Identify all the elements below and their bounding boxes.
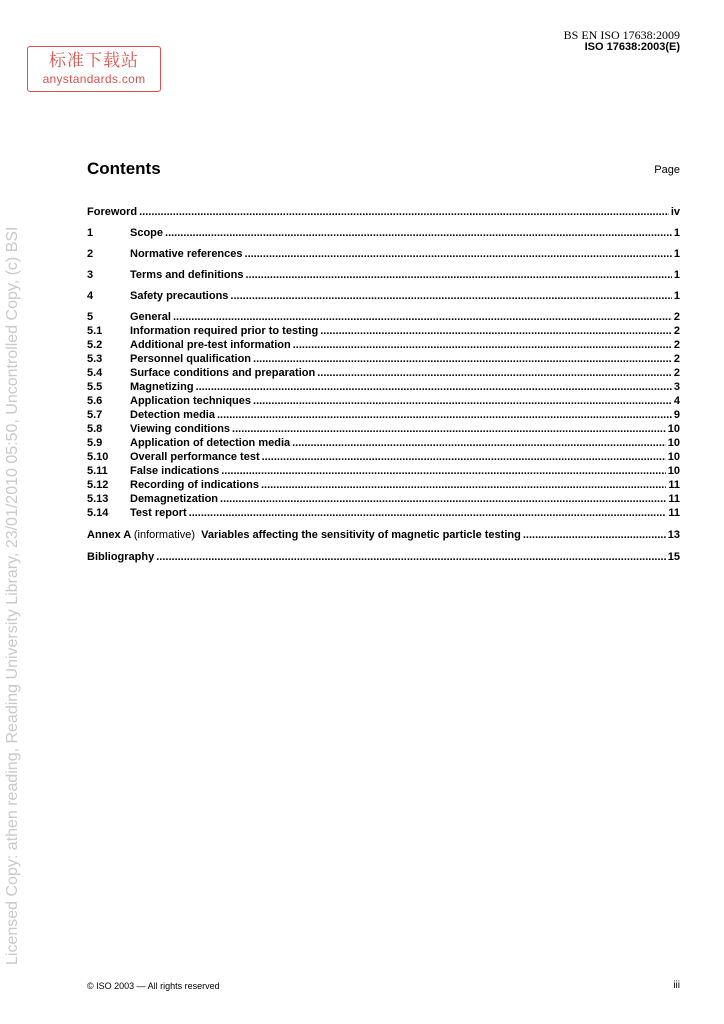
toc-entry-title: Foreword (87, 206, 138, 218)
toc-entry-title: Safety precautions (130, 290, 229, 302)
stamp-url-text: anystandards.com (42, 72, 146, 86)
toc-entry-5-3[interactable] (87, 352, 680, 366)
toc-entry-safety-precautions[interactable] (87, 289, 680, 303)
toc-entry-number: 3 (87, 269, 94, 281)
toc-entry-page: 2 (673, 325, 680, 337)
toc-leader (173, 310, 672, 324)
toc-entry-page: 9 (673, 409, 680, 421)
footer-copyright: © ISO 2003 — All rights reserved (87, 981, 220, 991)
toc-entry-page: 1 (673, 290, 680, 302)
toc-annex-label (87, 528, 521, 542)
toc-leader (189, 506, 667, 520)
toc-entry-5-1[interactable] (87, 324, 680, 338)
toc-entry-title: Overall performance test (130, 451, 260, 463)
toc-leader (320, 324, 672, 338)
toc-entry-number: 5.7 (87, 409, 103, 421)
toc-entry-title: Test report (130, 507, 187, 519)
toc-leader (245, 247, 672, 261)
toc-entry-5-10[interactable] (87, 450, 680, 464)
toc-entry-page: 2 (673, 353, 680, 365)
toc-leader (292, 436, 666, 450)
toc-leader (293, 338, 672, 352)
toc-entry-number: 5.11 (87, 465, 108, 477)
toc-entry-title: Magnetizing (130, 381, 194, 393)
toc-entry-page: 11 (668, 493, 680, 505)
footer-page-number: iii (673, 980, 680, 991)
toc-entry-page: 1 (673, 269, 680, 281)
toc-entry-5-11[interactable] (87, 464, 680, 478)
toc-entry-title: General (130, 311, 171, 323)
stamp-chinese-text: 标准下载站 (49, 51, 139, 71)
toc-entry-5-4[interactable] (87, 366, 680, 380)
toc-entry-number: 4 (87, 290, 94, 302)
annex-label: Annex A (87, 529, 131, 541)
toc-leader (220, 492, 666, 506)
toc-leader (262, 450, 666, 464)
toc-entry-5-7[interactable] (87, 408, 680, 422)
toc-entry-bibliography[interactable] (87, 550, 680, 564)
toc-entry-page: 10 (667, 437, 680, 449)
license-watermark (0, 0, 20, 1024)
toc-leader (217, 408, 672, 422)
toc-entry-title: Viewing conditions (130, 423, 231, 435)
toc-entry-number: 5.10 (87, 451, 109, 463)
toc-entry-page: 11 (668, 507, 680, 519)
toc-entry-5-2[interactable] (87, 338, 680, 352)
toc-entry-number: 5.13 (87, 493, 109, 505)
toc-entry-number: 5 (87, 311, 94, 323)
toc-entry-title: False indications (130, 465, 220, 477)
toc-entry-title: Detection media (130, 409, 215, 421)
toc-entry-page: 2 (673, 311, 680, 323)
toc-entry-title: Terms and definitions (130, 269, 244, 281)
toc-entry-page: 1 (673, 248, 680, 260)
toc-entry-title: Normative references (130, 248, 243, 260)
page-title: Contents (87, 159, 161, 178)
annex-note: (informative) (133, 529, 195, 541)
toc-entry-page: iv (670, 206, 680, 218)
toc-entry-page: 15 (667, 551, 680, 563)
header-standard-number: BS EN ISO 17638:2009 (563, 28, 680, 42)
toc-entry-title: Surface conditions and preparation (130, 367, 316, 379)
toc-entry-5-14[interactable] (87, 506, 680, 520)
toc-entry-title: Application of detection media (130, 437, 291, 449)
toc-leader (232, 422, 666, 436)
toc-entry-number: 2 (87, 248, 94, 260)
toc-entry-number: 5.12 (87, 479, 109, 491)
toc-entry-title: Application techniques (130, 395, 252, 407)
toc-entry-number: 5.14 (87, 507, 109, 519)
toc-entry-number: 1 (87, 227, 94, 239)
toc-entry-number: 5.5 (87, 381, 103, 393)
toc-entry-page: 10 (667, 465, 680, 477)
toc-entry-5-6[interactable] (87, 394, 680, 408)
toc-entry-page: 1 (673, 227, 680, 239)
toc-entry-number: 5.2 (87, 339, 103, 351)
toc-entry-scope[interactable] (87, 226, 680, 240)
toc-entry-5-13[interactable] (87, 492, 680, 506)
toc-entry-page: 10 (667, 423, 680, 435)
toc-entry-number: 5.6 (87, 395, 103, 407)
toc-leader (156, 550, 666, 564)
toc-entry-page: 2 (673, 367, 680, 379)
toc-leader (221, 464, 666, 478)
toc-entry-number: 5.8 (87, 423, 103, 435)
toc-entry-page: 11 (668, 479, 680, 491)
toc-entry-terms-and-definitions[interactable] (87, 268, 680, 282)
toc-leader (139, 205, 669, 219)
toc-entry-title: Bibliography (87, 551, 155, 563)
toc-entry-annex-a[interactable] (87, 528, 680, 542)
toc-entry-title: Additional pre-test information (130, 339, 291, 351)
toc-entry-5-12[interactable] (87, 478, 680, 492)
annex-title: Variables affecting the sensitivity of magnetic particle testing (201, 529, 521, 541)
toc-leader (196, 380, 672, 394)
toc-leader (253, 394, 672, 408)
license-watermark-text: Licensed Copy: athen reading, Reading University Library, 23/01/2010 05:50, Uncontrolled Copy, (c) BSI (4, 226, 21, 965)
toc-leader (253, 352, 672, 366)
page-column-label: Page (654, 164, 680, 176)
toc-entry-number: 5.1 (87, 325, 103, 337)
toc-leader (317, 366, 672, 380)
toc-entry-page: 2 (673, 339, 680, 351)
toc-entry-5-9[interactable] (87, 436, 680, 450)
toc-leader (523, 528, 666, 542)
toc-entry-general[interactable] (87, 310, 680, 324)
toc-entry-title: Recording of indications (130, 479, 259, 491)
toc-entry-5-8[interactable] (87, 422, 680, 436)
toc-entry-number: 5.3 (87, 353, 103, 365)
toc-entry-page: 13 (667, 529, 680, 541)
toc-entry-5-5[interactable] (87, 380, 680, 394)
toc-entry-number: 5.4 (87, 367, 103, 379)
toc-entry-page: 4 (673, 395, 680, 407)
toc-entry-title: Scope (130, 227, 164, 239)
toc-leader (245, 268, 671, 282)
toc-leader (230, 289, 671, 303)
download-site-stamp (27, 46, 161, 92)
toc-entry-page: 3 (673, 381, 680, 393)
toc-entry-number: 5.9 (87, 437, 103, 449)
toc-entry-title: Demagnetization (130, 493, 219, 505)
header-iso-number: ISO 17638:2003(E) (584, 41, 680, 53)
toc-entry-normative-references[interactable] (87, 247, 680, 261)
toc-entry-foreword[interactable] (87, 205, 680, 219)
toc-entry-title: Information required prior to testing (130, 325, 319, 337)
toc-leader (165, 226, 672, 240)
toc-entry-title: Personnel qualification (130, 353, 252, 365)
toc-entry-page: 10 (667, 451, 680, 463)
toc-leader (261, 478, 666, 492)
